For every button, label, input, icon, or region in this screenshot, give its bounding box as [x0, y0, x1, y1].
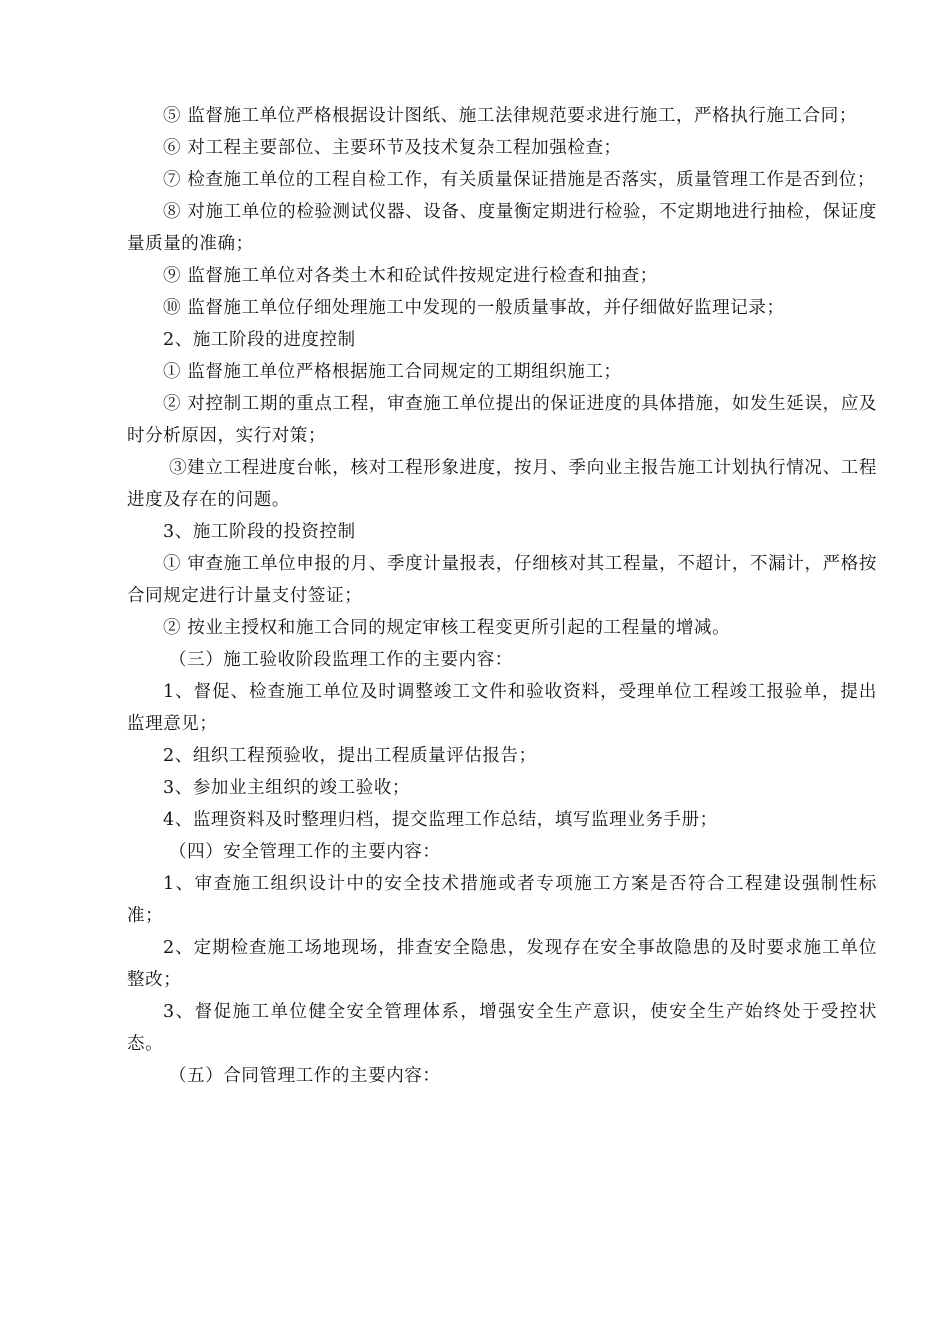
paragraph: 2、组织工程预验收，提出工程质量评估报告；: [163, 746, 537, 766]
paragraph: ② 对控制工期的重点工程，审查施工单位提出的保证进度的具体措施，如发生延误，应及时分析原因，实行对策；: [127, 394, 877, 446]
document-body: [127, 100, 877, 1092]
paragraph: ② 按业主授权和施工合同的规定审核工程变更所引起的工程量的增减。: [163, 618, 731, 638]
paragraph: 1、督促、检查施工单位及时调整竣工文件和验收资料，受理单位工程竣工报验单，提出监理意见；: [127, 682, 877, 734]
paragraph: ① 监督施工单位严格根据施工合同规定的工期组织施工；: [163, 362, 622, 382]
paragraph: ③建立工程进度台帐，核对工程形象进度，按月、季向业主报告施工计划执行情况、工程进度及存在的问题。: [127, 458, 877, 510]
paragraph: ⑦ 检查施工单位的工程自检工作，有关质量保证措施是否落实，质量管理工作是否到位；: [163, 170, 876, 190]
section-heading: （五）合同管理工作的主要内容：: [169, 1066, 441, 1086]
paragraph: 3、参加业主组织的竣工验收；: [163, 778, 411, 798]
paragraph: 4、监理资料及时整理归档，提交监理工作总结，填写监理业务手册；: [163, 810, 718, 830]
section-heading: （三）施工验收阶段监理工作的主要内容：: [169, 650, 513, 670]
paragraph: ⑨ 监督施工单位对各类土木和砼试件按规定进行检查和抽查；: [163, 266, 658, 286]
paragraph: 1、审查施工组织设计中的安全技术措施或者专项施工方案是否符合工程建设强制性标准；: [127, 874, 877, 926]
section-heading: （四）安全管理工作的主要内容：: [169, 842, 441, 862]
paragraph: 2、定期检查施工场地现场，排查安全隐患，发现存在安全事故隐患的及时要求施工单位整改；: [127, 938, 877, 990]
paragraph: ⑥ 对工程主要部位、主要环节及技术复杂工程加强检查；: [163, 138, 622, 158]
paragraph: ⑤ 监督施工单位严格根据设计图纸、施工法律规范要求进行施工，严格执行施工合同；: [163, 106, 857, 126]
section-heading: 3、施工阶段的投资控制: [163, 522, 356, 542]
paragraph: ① 审查施工单位申报的月、季度计量报表，仔细核对其工程量，不超计，不漏计，严格按合同规定进行计量支付签证；: [127, 554, 877, 606]
paragraph: 3、督促施工单位健全安全管理体系，增强安全生产意识，使安全生产始终处于受控状态。: [127, 1002, 877, 1054]
paragraph: ⑧ 对施工单位的检验测试仪器、设备、度量衡定期进行检验，不定期地进行抽检，保证度量质量的准确；: [127, 202, 877, 254]
paragraph: ⑩ 监督施工单位仔细处理施工中发现的一般质量事故，并仔细做好监理记录；: [163, 298, 785, 318]
section-heading: 2、施工阶段的进度控制: [163, 330, 356, 350]
